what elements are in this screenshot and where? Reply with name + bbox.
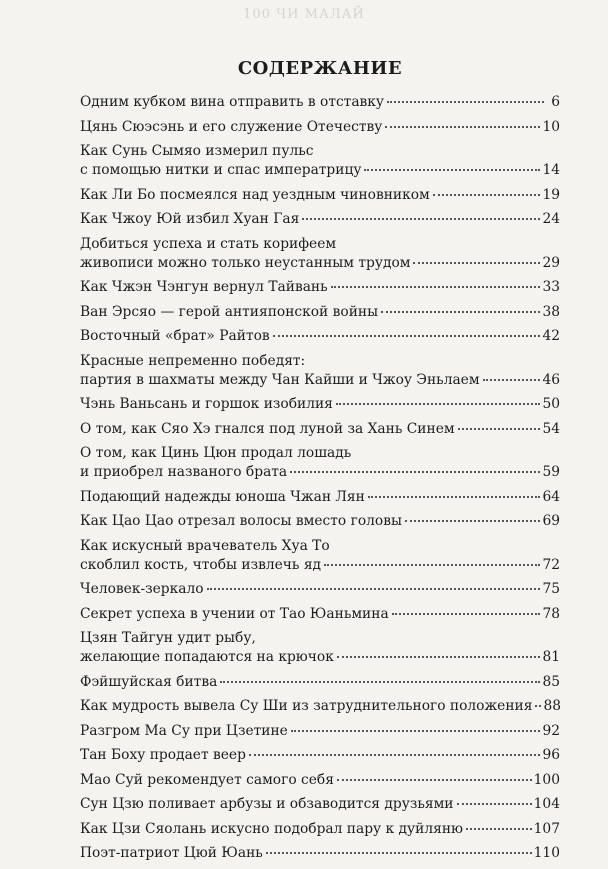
toc-entry	[80, 844, 560, 863]
dot-leader	[458, 428, 541, 430]
toc-entry-title: Как Ли Бо посмеялся над уездным чиновником	[80, 186, 430, 203]
toc-page-number: 78	[542, 605, 560, 622]
toc-entry	[80, 673, 560, 692]
dot-leader	[405, 520, 540, 522]
toc-line	[80, 629, 560, 648]
toc-page-number: 110	[533, 845, 560, 861]
toc-entry	[80, 142, 560, 180]
dot-leader	[337, 779, 532, 781]
contents-page	[80, 58, 560, 869]
toc-entry-title: Как Цзи Сяолань искусно подобрал пару к дуйляню	[80, 820, 464, 837]
toc-page-number: 54	[542, 420, 560, 437]
dot-leader	[457, 803, 532, 805]
toc-entry-title: партия в шахматы между Чан Кайши и Чжоу Эньлаем	[80, 371, 480, 388]
toc-line	[80, 444, 560, 463]
dot-leader	[466, 828, 532, 830]
toc-page-number: 19	[542, 186, 560, 203]
toc-line	[80, 580, 560, 599]
toc-entry-title: Как искусный врачеватель Хуа То	[80, 537, 330, 554]
header-bleed-through: 100 ЧИ МАЛАЙ	[243, 7, 365, 22]
toc-page-number: 92	[542, 722, 560, 739]
toc-line	[80, 118, 560, 137]
toc-line	[80, 352, 560, 371]
toc-line	[80, 673, 560, 692]
dot-leader	[337, 656, 541, 658]
toc-entry	[80, 746, 560, 765]
toc-page-number: 38	[542, 303, 560, 320]
dot-leader	[336, 403, 541, 405]
toc-entry	[80, 118, 560, 137]
toc-line	[80, 722, 560, 741]
toc-line	[80, 537, 560, 556]
toc-line	[80, 820, 560, 839]
toc-entry-title: Цянь Сюэсэнь и его служение Отечеству	[80, 118, 383, 135]
dot-leader	[207, 588, 541, 590]
toc-line	[80, 605, 560, 624]
toc-page-number: 33	[542, 279, 560, 295]
toc-page-number: 85	[542, 673, 560, 690]
toc-entry-title: Как Чжэн Чэнгун вернул Тайвань	[80, 279, 328, 295]
toc-line	[80, 186, 560, 205]
toc-entry-title: с помощью нитки и спас императрицу	[80, 162, 362, 178]
toc-line	[80, 648, 560, 667]
toc-entry	[80, 537, 560, 575]
toc-entry	[80, 327, 560, 346]
toc-line	[80, 746, 560, 765]
toc-entry-title: живописи можно только неустанным трудом	[80, 254, 411, 271]
toc-line	[80, 371, 560, 390]
dot-leader	[364, 169, 540, 171]
dot-leader	[331, 286, 541, 288]
toc-page-number: 96	[542, 747, 560, 763]
toc-line	[80, 395, 560, 414]
toc-entry-title: Поэт-патриот Цюй Юань	[80, 845, 263, 861]
toc-entry	[80, 771, 560, 790]
toc-entry-title: Человек-зеркало	[80, 581, 204, 597]
toc-entry-title: Цзян Тайгун удит рыбу,	[80, 630, 256, 646]
toc-entry	[80, 235, 560, 273]
toc-page-number: 88	[543, 698, 562, 714]
toc-page-number: 81	[542, 649, 560, 665]
toc-page-number: 42	[542, 328, 560, 344]
toc-page-number: 100	[533, 771, 560, 788]
toc-page-number: 69	[542, 513, 560, 529]
dot-leader	[249, 754, 541, 756]
dot-leader	[433, 194, 541, 196]
toc-page-number: 24	[542, 211, 560, 227]
toc-entry-title: скоблил кость, чтобы извлечь яд	[80, 556, 322, 573]
toc-entry	[80, 210, 560, 229]
toc-line	[80, 303, 560, 322]
dot-leader	[220, 681, 540, 683]
toc-page-number: 75	[542, 581, 560, 597]
toc-entry	[80, 795, 560, 814]
dot-leader	[413, 262, 540, 264]
toc-line	[80, 142, 560, 161]
page-title: СОДЕРЖАНИЕ	[237, 58, 403, 79]
dot-leader	[535, 705, 541, 707]
dot-leader	[273, 335, 541, 337]
toc-line	[80, 93, 560, 112]
toc-entry	[80, 697, 560, 716]
toc-page-number: 14	[542, 162, 560, 178]
toc-line	[80, 556, 560, 575]
toc-line	[80, 488, 560, 507]
toc-entry	[80, 629, 560, 667]
toc-line	[80, 210, 560, 229]
toc-entry	[80, 186, 560, 205]
toc-entry-title: Как Сунь Сымяо измерил пульс	[80, 143, 314, 159]
toc-line	[80, 327, 560, 346]
toc-entry	[80, 395, 560, 414]
toc-page-number: 72	[542, 556, 560, 573]
toc-page-number: 59	[542, 464, 560, 480]
toc-entry-title: Тан Боху продает веер	[80, 747, 246, 763]
toc-entry-title: Чэнь Ваньсань и горшок изобилия	[80, 396, 333, 412]
toc-page-number: 107	[533, 820, 560, 837]
toc-line	[80, 844, 560, 863]
toc-line	[80, 512, 560, 531]
toc-line	[80, 278, 560, 297]
toc-entry-title: О том, как Цинь Цюн продал лошадь	[80, 445, 352, 461]
toc-entry	[80, 512, 560, 531]
toc-entry-title: Одним кубком вина отправить в отставку	[80, 94, 385, 110]
dot-leader	[368, 496, 541, 498]
toc-line	[80, 420, 560, 439]
toc-line	[80, 235, 560, 254]
toc-entry	[80, 488, 560, 507]
toc-entry	[80, 278, 560, 297]
toc-entry	[80, 820, 560, 839]
toc-entry-title: Как Чжоу Юй избил Хуан Гая	[80, 211, 300, 227]
toc-line	[80, 254, 560, 273]
toc-entry	[80, 93, 560, 112]
toc-entry	[80, 420, 560, 439]
toc-entry-title: Восточный «брат» Райтов	[80, 328, 270, 344]
toc-page-number: 104	[533, 796, 560, 812]
toc-entry	[80, 352, 560, 390]
toc-entry-title: Ван Эрсяо — герой антияпонской войны	[80, 303, 379, 320]
toc-line	[80, 463, 560, 482]
toc-line	[80, 771, 560, 790]
toc-entry-title: Фэйшуйская битва	[80, 673, 218, 690]
toc-entry-title: Сун Цзю поливает арбузы и обзаводится друзьями	[80, 796, 454, 812]
toc-entry-title: желающие попадаются на крючок	[80, 649, 334, 665]
dot-leader	[385, 126, 540, 128]
toc-entry-title: Как Цао Цао отрезал волосы вместо головы	[80, 513, 402, 529]
toc-entry	[80, 605, 560, 624]
dot-leader	[324, 564, 540, 566]
toc-entry	[80, 444, 560, 482]
toc-page-number: 6	[551, 94, 560, 110]
dot-leader	[392, 613, 541, 615]
dot-leader	[266, 852, 532, 854]
toc-entry-title: Подающий надежды юноша Чжан Лян	[80, 488, 365, 505]
toc-line	[80, 697, 560, 716]
toc-page-number: 46	[542, 371, 560, 388]
toc-page-number: 29	[542, 254, 560, 271]
toc-entry-title: Красные непременно победят:	[80, 352, 306, 369]
dot-leader	[291, 730, 541, 732]
toc-entry-title: Секрет успеха в учении от Тао Юаньмина	[80, 605, 389, 622]
dot-leader	[387, 101, 544, 103]
dot-leader	[381, 311, 540, 313]
toc-page-number: 50	[542, 396, 560, 412]
toc-entry-title: Добиться успеха и стать корифеем	[80, 235, 337, 252]
toc-entry	[80, 580, 560, 599]
toc-entry	[80, 722, 560, 741]
toc-page-number: 64	[542, 488, 560, 505]
toc-entry-title: Как мудрость вывела Су Ши из затруднительного положения	[80, 698, 533, 714]
toc-line	[80, 795, 560, 814]
dot-leader	[290, 471, 540, 473]
toc-line	[80, 161, 560, 180]
toc-list	[80, 93, 560, 863]
toc-page-number: 10	[542, 118, 560, 135]
toc-entry-title: и приобрел названого брата	[80, 464, 288, 480]
dot-leader	[302, 218, 540, 220]
toc-entry-title: Мао Суй рекомендует самого себя	[80, 771, 334, 788]
toc-entry-title: О том, как Сяо Хэ гнался под луной за Хань Синем	[80, 420, 455, 437]
toc-entry-title: Разгром Ма Су при Цзетине	[80, 722, 288, 739]
toc-entry	[80, 303, 560, 322]
dot-leader	[483, 379, 541, 381]
